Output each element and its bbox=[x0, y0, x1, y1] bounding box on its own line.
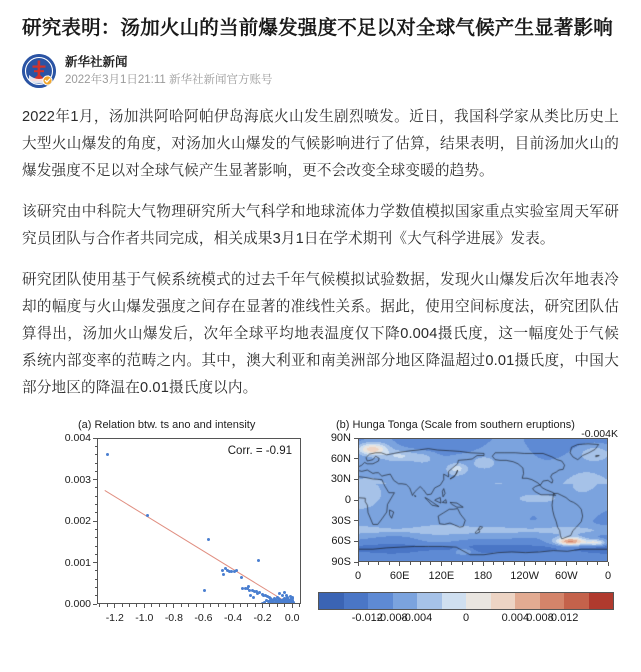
scatter-point bbox=[257, 559, 260, 562]
map-canvas bbox=[359, 439, 608, 562]
panel-a-xtick-minor bbox=[144, 604, 145, 607]
panel-b-xtick-minor bbox=[545, 562, 546, 565]
scatter-plot-area[interactable] bbox=[97, 438, 301, 604]
panel-a-xtick-minor bbox=[129, 604, 130, 607]
panel-b-xtick-minor bbox=[483, 562, 484, 565]
panel-b-xtick-minor bbox=[566, 562, 567, 565]
panel-b-xtick-minor bbox=[430, 562, 431, 565]
panel-a-xtick-minor bbox=[255, 604, 256, 607]
panel-b-xtick-label: 180 bbox=[473, 570, 493, 583]
xinhua-logo-icon bbox=[22, 54, 56, 88]
panel-b-xtick-minor bbox=[503, 562, 504, 565]
publish-meta: 2022年3月1日21:11 新华社新闻官方账号 bbox=[65, 73, 273, 86]
colorbar-tick-label: -0.012 bbox=[351, 612, 383, 625]
panel-b-title: (b) Hunga Tonga (Scale from southern eruptions) bbox=[336, 419, 575, 432]
panel-b-xtick-minor bbox=[410, 562, 411, 565]
panel-a-ytick-label: 0.004 bbox=[64, 432, 91, 445]
article-paragraph-3: 研究团队使用基于气候系统模式的过去千年气候模拟试验数据，发现火山爆发后次年地表冷却的幅度与火山爆发强度之间存在显著的准线性关系。据此，使用空间标度法，研究团队估算得出，汤加火山爆发后，次年全球平均地表温度仅下降0.004摄氏度，这一幅度处于气候系统内部变率的范畴之内。其中，澳大利亚和南美洲部分地区降温超过0.01摄氏度，中国大部分地区的降温在0.01摄氏度以内。 bbox=[22, 272, 619, 397]
panel-a-xtick-minor bbox=[122, 604, 123, 607]
panel-b-xtick-minor bbox=[597, 562, 598, 565]
panel-a-xtick-minor bbox=[196, 604, 197, 607]
panel-b-xtick-minor bbox=[514, 562, 515, 565]
panel-b-xtick-minor bbox=[420, 562, 421, 565]
panel-b-ytick-label: 90N bbox=[330, 432, 351, 445]
panel-a-xtick-minor bbox=[269, 604, 270, 607]
panel-b-xtick-label: 60E bbox=[389, 570, 410, 583]
byline bbox=[22, 54, 619, 88]
panel-a-xtick-minor bbox=[188, 604, 189, 607]
panel-b-xtick-minor bbox=[462, 562, 463, 565]
panel-a-xtick-minor bbox=[166, 604, 167, 607]
panel-b-ytick-label: 60S bbox=[331, 535, 351, 548]
map-value-annotation: -0.004K bbox=[581, 428, 618, 441]
panel-a-xtick-minor bbox=[159, 604, 160, 607]
panel-a-xtick-label: -0.6 bbox=[194, 612, 213, 625]
panel-a-xtick-minor bbox=[218, 604, 219, 607]
panel-b-xtick-minor bbox=[389, 562, 390, 565]
panel-a-xtick-minor bbox=[136, 604, 137, 607]
article-container bbox=[0, 14, 641, 402]
panel-b-xtick-label: 120W bbox=[510, 570, 540, 583]
panel-a-xtick-minor bbox=[99, 604, 100, 607]
panel-a-xtick-minor bbox=[151, 604, 152, 607]
colorbar-segment bbox=[417, 593, 442, 609]
panel-b-xtick-minor bbox=[608, 562, 609, 565]
panel-a-xtick-minor bbox=[284, 604, 285, 607]
panel-a-xtick-label: -0.8 bbox=[164, 612, 183, 625]
panel-a-xtick-label: 0.0 bbox=[284, 612, 300, 625]
colorbar-segment bbox=[515, 593, 540, 609]
panel-b-ytick-label: 90S bbox=[331, 556, 351, 569]
panel-a-xtick-minor bbox=[181, 604, 182, 607]
colorbar-segment bbox=[319, 593, 344, 609]
panel-b-xtick-minor bbox=[493, 562, 494, 565]
panel-b-ytick-label: 30S bbox=[331, 514, 351, 527]
colorbar-tick-label: 0 bbox=[462, 612, 470, 625]
panel-a-xtick-minor bbox=[210, 604, 211, 607]
panel-b-xtick-minor bbox=[368, 562, 369, 565]
panel-b-xtick-label: 0 bbox=[354, 570, 362, 583]
panel-a-ytick-label: 0.003 bbox=[64, 473, 91, 486]
scatter-point bbox=[252, 596, 255, 599]
author-name[interactable]: 新华社新闻 bbox=[65, 55, 128, 70]
figure-container bbox=[0, 416, 641, 652]
panel-a-xtick-label: -1.2 bbox=[105, 612, 124, 625]
panel-a-title: (a) Relation btw. ts ano and intensity bbox=[78, 419, 256, 432]
scatter-point bbox=[292, 601, 295, 604]
colorbar-segment bbox=[540, 593, 565, 609]
colorbar-segment bbox=[393, 593, 418, 609]
scatter-point bbox=[247, 585, 250, 588]
panel-a-xtick-minor bbox=[233, 604, 234, 607]
scatter-point bbox=[207, 538, 210, 541]
correlation-annotation: Corr. = -0.91 bbox=[227, 445, 292, 458]
avatar[interactable] bbox=[22, 54, 56, 88]
panel-a-xtick-minor bbox=[262, 604, 263, 607]
panel-b-xtick-minor bbox=[358, 562, 359, 565]
chart-panel-b bbox=[310, 416, 636, 652]
colorbar-tick-label: 0.012 bbox=[550, 612, 579, 625]
panel-b-xtick-minor bbox=[441, 562, 442, 565]
panel-b-xtick-minor bbox=[378, 562, 379, 565]
panel-b-ytick-label: 0 bbox=[344, 494, 351, 507]
scatter-point bbox=[203, 589, 206, 592]
panel-a-xtick-minor bbox=[173, 604, 174, 607]
panel-a-xtick-label: -0.4 bbox=[223, 612, 243, 625]
byline-text bbox=[65, 55, 273, 87]
panel-b-xtick-minor bbox=[451, 562, 452, 565]
panel-b-xtick-minor bbox=[472, 562, 473, 565]
colorbar-segment bbox=[368, 593, 393, 609]
chart-panel-a bbox=[20, 416, 310, 652]
panel-a-xtick-minor bbox=[203, 604, 204, 607]
colorbar-segment bbox=[491, 593, 516, 609]
panel-b-xtick-minor bbox=[524, 562, 525, 565]
regression-line bbox=[105, 490, 293, 604]
scatter-point bbox=[106, 453, 109, 456]
article-paragraph-1: 2022年1月，汤加洪阿哈阿帕伊岛海底火山发生剧烈喷发。近日，我国科学家从类比历史上大型火山爆发的角度，对汤加火山爆发的气候影响进行了估算，结果表明，目前汤加火山的爆发强度不足以对全球气候产生显著影响，更不会改变全球变暖的趋势。 bbox=[22, 109, 619, 180]
colorbar-segment bbox=[442, 593, 467, 609]
colorbar[interactable] bbox=[318, 592, 614, 610]
panel-b-ytick-label: 60N bbox=[330, 452, 351, 465]
panel-a-ytick-label: 0.001 bbox=[64, 556, 91, 569]
panel-a-xtick-minor bbox=[292, 604, 293, 607]
panel-b-xtick-minor bbox=[399, 562, 400, 565]
panel-b-xtick-minor bbox=[587, 562, 588, 565]
panel-a-xtick-minor bbox=[247, 604, 248, 607]
panel-b-xtick-minor bbox=[576, 562, 577, 565]
panel-b-xtick-label: 0 bbox=[604, 570, 612, 583]
panel-a-xtick-minor bbox=[240, 604, 241, 607]
panel-a-ytick-label: 0.000 bbox=[64, 598, 91, 611]
panel-a-xtick-minor bbox=[107, 604, 108, 607]
panel-b-xtick-minor bbox=[555, 562, 556, 565]
scatter-point bbox=[240, 576, 243, 579]
colorbar-segment bbox=[344, 593, 369, 609]
article-paragraph-2: 该研究由中科院大气物理研究所大气科学和地球流体力学数值模拟国家重点实验室周天军研究员团队与合作者共同完成，相关成果3月1日在学术期刊《大气科学进展》发表。 bbox=[22, 204, 619, 248]
colorbar-tick-label: -0.008 bbox=[376, 612, 408, 625]
colorbar-segment bbox=[466, 593, 491, 609]
panel-b-xtick-minor bbox=[535, 562, 536, 565]
colorbar-segment bbox=[564, 593, 589, 609]
scatter-point bbox=[222, 573, 225, 576]
colorbar-ticks bbox=[318, 612, 614, 628]
colorbar-segment bbox=[589, 593, 614, 609]
panel-a-xtick-minor bbox=[114, 604, 115, 607]
colorbar-tick-label: 0.004 bbox=[501, 612, 530, 625]
panel-a-xtick-label: -0.2 bbox=[253, 612, 272, 625]
colorbar-tick-label: -0.004 bbox=[401, 612, 433, 625]
page-title: 研究表明：汤加火山的当前爆发强度不足以对全球气候产生显著影响 bbox=[22, 17, 614, 39]
panel-a-xtick-minor bbox=[225, 604, 226, 607]
panel-b-xtick-label: 60W bbox=[555, 570, 578, 583]
panel-a-ytick-label: 0.002 bbox=[64, 515, 91, 528]
panel-a-xtick-label: -1.0 bbox=[135, 612, 154, 625]
panel-a-xtick-minor bbox=[277, 604, 278, 607]
colorbar-tick-label: 0.008 bbox=[526, 612, 554, 625]
panel-b-xtick-label: 120E bbox=[428, 570, 455, 583]
panel-b-ytick-label: 30N bbox=[330, 473, 351, 486]
world-map-heatmap[interactable] bbox=[358, 438, 608, 562]
panel-a-xtick-minor bbox=[299, 604, 300, 607]
